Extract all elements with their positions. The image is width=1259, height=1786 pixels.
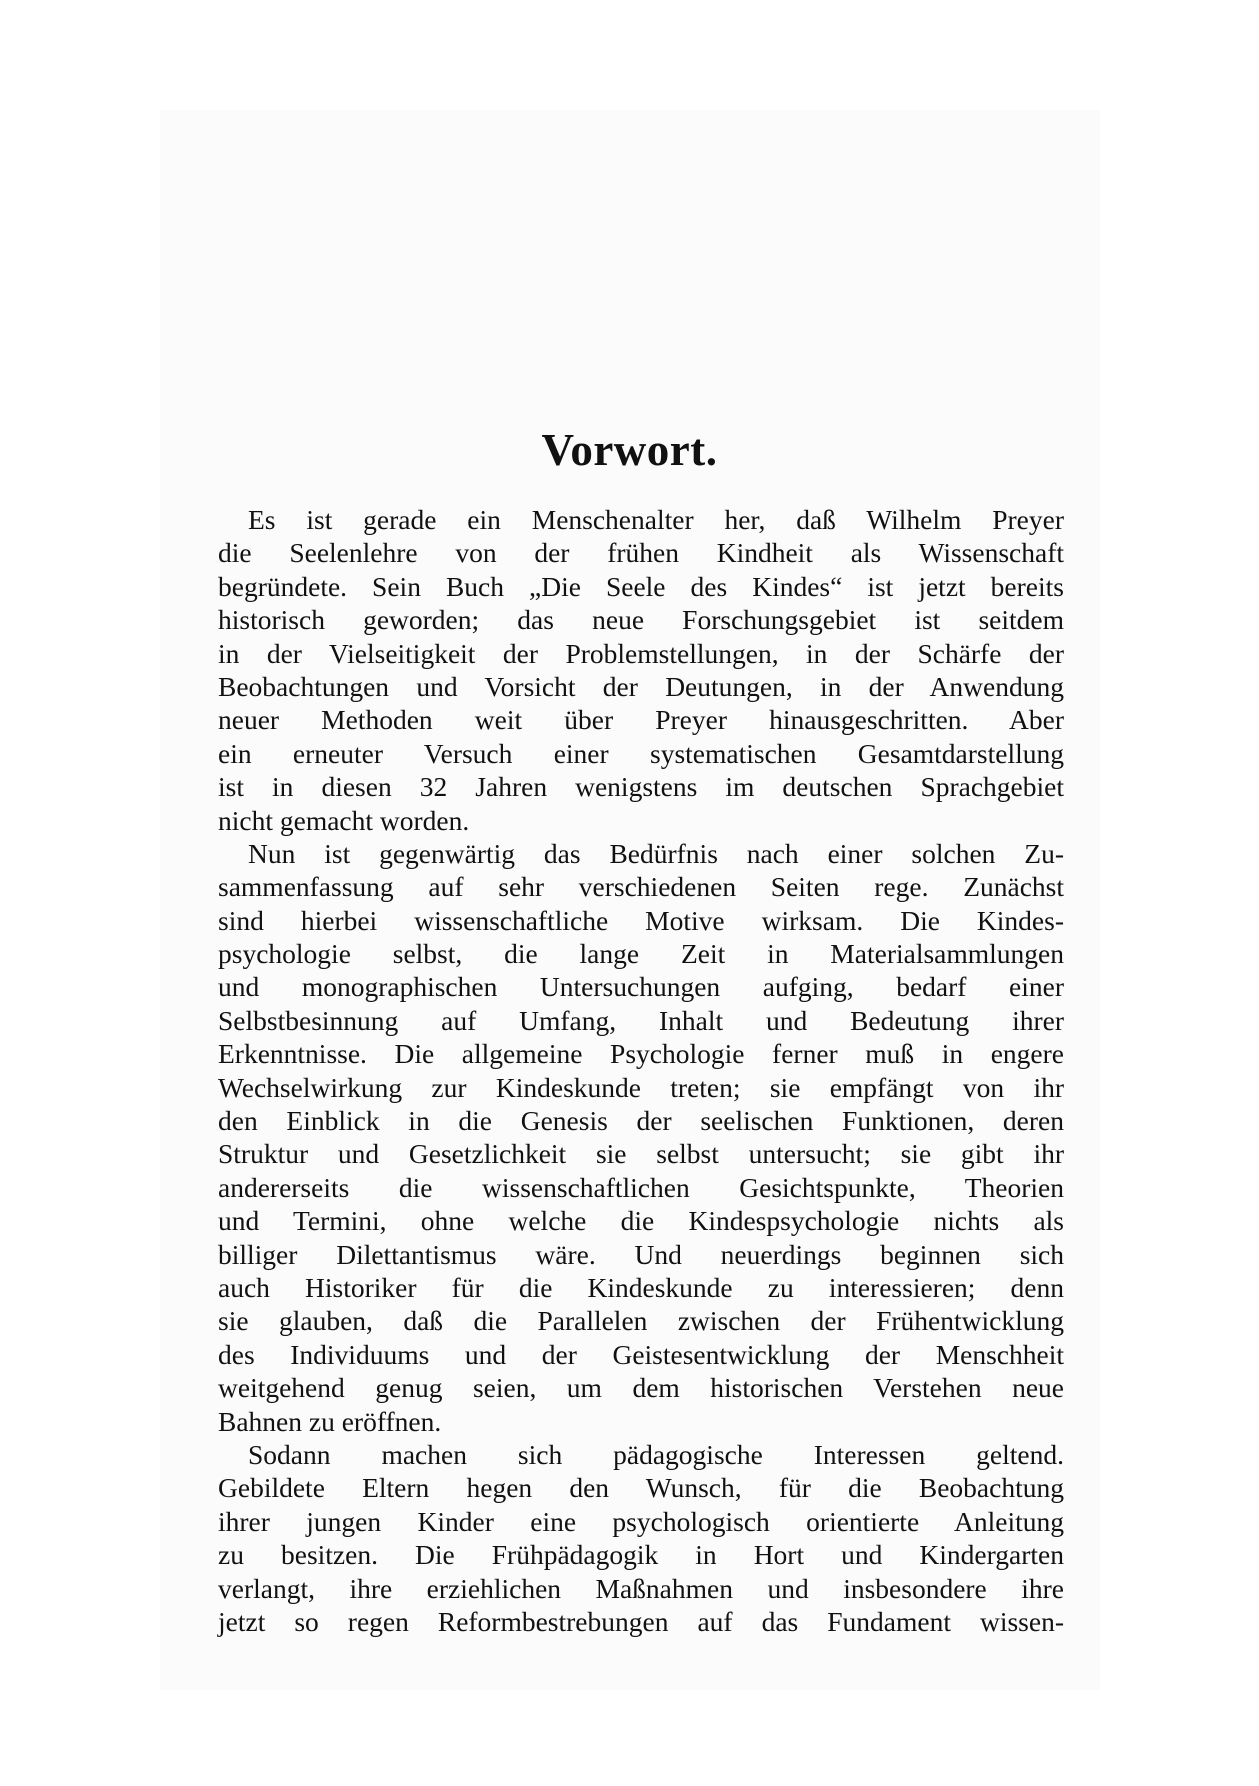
text-line: und Termini, ohne welche die Kindespsychologie nichts als xyxy=(218,1205,1064,1237)
text-line: Selbstbesinnung auf Umfang, Inhalt und Bedeutung ihrer xyxy=(218,1004,1064,1036)
page-title: Vorwort. xyxy=(541,425,718,475)
text-line: zu besitzen. Die Frühpädagogik in Hort und Kindergarten xyxy=(218,1539,1064,1571)
text-line: Es ist gerade ein Menschenalter her, daß Wilhelm Preyer xyxy=(248,504,1064,535)
text-line: die Seelenlehre von der frühen Kindheit als Wissenschaft xyxy=(218,537,1064,569)
text-line: begründete. Sein Buch „Die Seele des Kindes“ ist jetzt bereits xyxy=(218,570,1064,602)
text-line: andererseits die wissenschaftlichen Gesichtspunkte, Theorien xyxy=(218,1171,1064,1203)
text-line: Struktur und Gesetzlichkeit sie selbst untersucht; sie gibt ihr xyxy=(218,1138,1064,1170)
text-line: Sodann machen sich pädagogische Interessen geltend. xyxy=(248,1438,1064,1470)
text-line: Erkenntnisse. Die allgemeine Psychologie ferner muß in engere xyxy=(218,1038,1064,1070)
text-line: des Individuums und der Geistesentwicklung der Menschheit xyxy=(218,1338,1064,1370)
text-line: ihrer jungen Kinder eine psychologisch orientierte Anleitung xyxy=(218,1505,1064,1537)
text-line: Beobachtungen und Vorsicht der Deutungen, in der Anwendung xyxy=(218,670,1064,702)
text-line: neuer Methoden weit über Preyer hinausgeschritten. Aber xyxy=(218,704,1064,736)
text-line: nicht gemacht worden. xyxy=(218,804,470,836)
text-line: Bahnen zu eröffnen. xyxy=(218,1405,442,1437)
text-line: weitgehend genug seien, um dem historischen Verstehen neue xyxy=(218,1372,1064,1404)
text-line: auch Historiker für die Kindeskunde zu interessieren; denn xyxy=(218,1271,1064,1303)
text-line: jetzt so regen Reformbestrebungen auf das Fundament wissen- xyxy=(218,1605,1064,1637)
text-line: ein erneuter Versuch einer systematischen Gesamtdarstellung xyxy=(218,737,1064,769)
text-line: psychologie selbst, die lange Zeit in Materialsammlungen xyxy=(218,938,1064,970)
body-text xyxy=(218,503,1064,1638)
text-line: den Einblick in die Genesis der seelischen Funktionen, deren xyxy=(218,1105,1064,1137)
text-line: Nun ist gegenwärtig das Bedürfnis nach einer solchen Zu- xyxy=(248,837,1064,869)
text-line: historisch geworden; das neue Forschungsgebiet ist seitdem xyxy=(218,604,1064,636)
text-line: und monographischen Untersuchungen aufging, bedarf einer xyxy=(218,971,1064,1003)
text-line: verlangt, ihre erziehlichen Maßnahmen und insbesondere ihre xyxy=(218,1572,1064,1604)
text-line: Gebildete Eltern hegen den Wunsch, für die Beobachtung xyxy=(218,1472,1064,1504)
text-line: sammenfassung auf sehr verschiedenen Seiten rege. Zunächst xyxy=(218,871,1064,903)
text-line: Wechselwirkung zur Kindeskunde treten; sie empfängt von ihr xyxy=(218,1071,1064,1103)
text-line: in der Vielseitigkeit der Problemstellungen, in der Schärfe der xyxy=(218,637,1064,669)
text-line: sind hierbei wissenschaftliche Motive wirksam. Die Kindes- xyxy=(218,904,1064,936)
text-line: sie glauben, daß die Parallelen zwischen der Frühentwicklung xyxy=(218,1305,1064,1337)
text-line: billiger Dilettantismus wäre. Und neuerdings beginnen sich xyxy=(218,1238,1064,1270)
text-line: ist in diesen 32 Jahren wenigstens im deutschen Sprachgebiet xyxy=(218,771,1064,803)
